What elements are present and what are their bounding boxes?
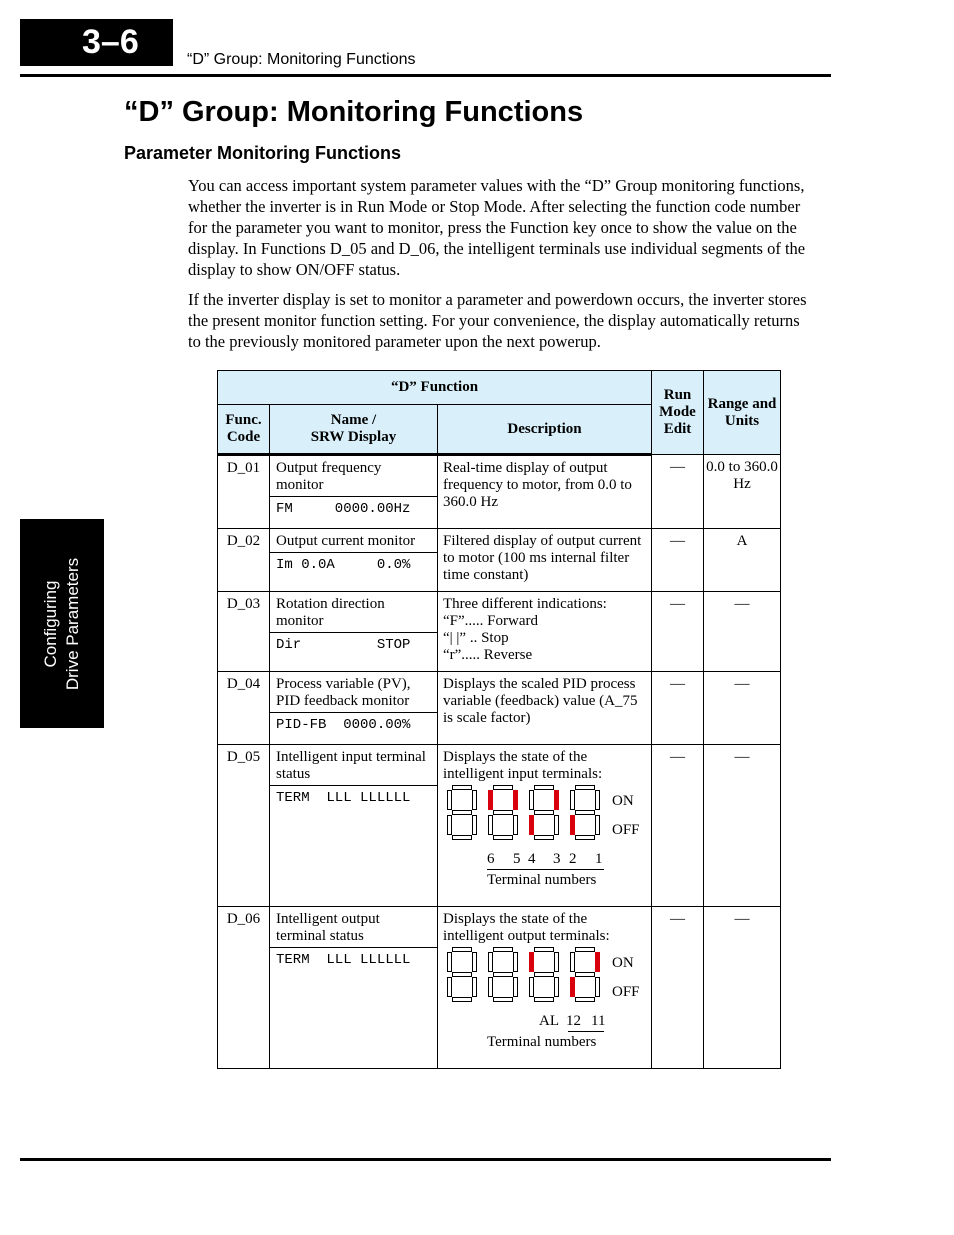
off-label: OFF: [612, 984, 640, 1000]
name-cell: [270, 529, 438, 592]
segment: [554, 790, 559, 810]
terminal-caption: Terminal numbers: [487, 872, 597, 888]
range-units: A: [704, 529, 781, 592]
range-units: —: [704, 907, 781, 1069]
terminal-underline: [568, 1031, 604, 1032]
terminal-number: 12: [566, 1013, 581, 1029]
segment: [472, 977, 477, 997]
segment: [570, 790, 575, 810]
param-name: Output current monitor: [270, 529, 437, 553]
segment: [493, 972, 513, 977]
segment: [472, 815, 477, 835]
segment: [575, 997, 595, 1002]
segment: [488, 977, 493, 997]
page-title: “D” Group: Monitoring Functions: [124, 96, 584, 128]
on-label: ON: [612, 955, 634, 971]
terminal-number: 3: [553, 851, 561, 867]
segment: [570, 815, 575, 835]
side-tab-line2: Drive Parameters: [63, 557, 82, 690]
range-units: —: [704, 672, 781, 745]
description: [438, 592, 652, 672]
segment: [534, 785, 554, 790]
terminal-number: AL: [539, 1013, 559, 1029]
description: [438, 907, 652, 1069]
segment: [452, 785, 472, 790]
param-name: Output frequency monitor: [270, 456, 437, 497]
segment: [554, 815, 559, 835]
segment: [447, 977, 452, 997]
segment: [513, 977, 518, 997]
srw-display: FM 0000.00Hz: [276, 501, 411, 517]
segment: [488, 790, 493, 810]
output-terminal-segments: [443, 945, 643, 1055]
segment: [529, 977, 534, 997]
param-name: Intelligent output terminal status: [270, 907, 437, 948]
table-row: [218, 672, 781, 745]
segment: [595, 952, 600, 972]
header-rule: [20, 74, 831, 77]
terminal-underline: [487, 869, 604, 870]
segment: [493, 997, 513, 1002]
segment: [513, 815, 518, 835]
param-name: Process variable (PV), PID feedback monitor: [270, 672, 437, 713]
terminal-number: 11: [591, 1013, 606, 1029]
range-units: —: [704, 592, 781, 672]
param-name: Rotation direction monitor: [270, 592, 437, 633]
segment: [452, 810, 472, 815]
srw-display: PID-FB 0000.00%: [276, 717, 411, 733]
name-cell: [270, 907, 438, 1069]
col-name-line2: SRW Display: [310, 429, 397, 445]
segment: [575, 785, 595, 790]
input-terminal-segments: [443, 783, 643, 893]
segment: [570, 977, 575, 997]
segment: [447, 815, 452, 835]
segment: [452, 835, 472, 840]
srw-display: TERM LLL LLLLLL: [276, 952, 411, 968]
func-code: D_05: [218, 745, 270, 907]
col-run-mode: Run Mode Edit: [652, 371, 704, 455]
side-tab-text: [40, 557, 84, 689]
segment: [570, 952, 575, 972]
table-row: [218, 592, 781, 672]
page-number: 3–6: [20, 19, 173, 66]
segment: [534, 835, 554, 840]
segment: [575, 972, 595, 977]
segment: [575, 810, 595, 815]
segment: [452, 997, 472, 1002]
desc-line: “r”..... Reverse: [443, 647, 533, 663]
segment: [534, 972, 554, 977]
section-title: Parameter Monitoring Functions: [124, 143, 402, 163]
segment: [447, 952, 452, 972]
segment: [447, 790, 452, 810]
side-tab: [20, 519, 104, 728]
table-row: [218, 529, 781, 592]
group-header: “D” Function: [218, 371, 652, 405]
table-row: [218, 455, 781, 529]
terminal-number: 2: [569, 851, 577, 867]
segment: [452, 972, 472, 977]
segment: [493, 947, 513, 952]
on-label: ON: [612, 793, 634, 809]
segment: [554, 952, 559, 972]
terminal-number: 1: [595, 851, 603, 867]
segment: [595, 815, 600, 835]
segment: [472, 952, 477, 972]
desc-line: “| |” .. Stop: [443, 630, 509, 646]
segment: [529, 952, 534, 972]
func-code: D_04: [218, 672, 270, 745]
segment: [513, 790, 518, 810]
description: Filtered display of output current to motor (100 ms internal filter time constant): [438, 529, 652, 592]
run-mode-edit: —: [652, 592, 704, 672]
segment: [488, 815, 493, 835]
table-row: [218, 745, 781, 907]
segment: [529, 790, 534, 810]
run-mode-edit: —: [652, 907, 704, 1069]
desc-line: Three different indications:: [443, 596, 607, 612]
run-mode-edit: —: [652, 745, 704, 907]
col-range: Range and Units: [704, 371, 781, 455]
description: [438, 745, 652, 907]
footer-rule: [20, 1158, 831, 1161]
segment: [554, 977, 559, 997]
intro-paragraph: You can access important system parameter values with the “D” Group monitoring functions, whether the inverter is in Run Mode or Stop Mode. After selecting the function code number for the parameter you want to monitor, press the Function key once to show the value on the display. In Functions D_05 and D_06, the intelligent terminals use individual segments of the display to show ON/OFF status.: [188, 176, 806, 279]
off-label: OFF: [612, 822, 640, 838]
segment: [529, 815, 534, 835]
func-code: D_06: [218, 907, 270, 1069]
col-name-line1: Name /: [330, 412, 377, 428]
side-tab-line1: Configuring: [41, 580, 60, 667]
segment: [488, 952, 493, 972]
func-code: D_01: [218, 455, 270, 529]
desc-line: “F”..... Forward: [443, 613, 538, 629]
col-name: [270, 405, 438, 455]
segment: [472, 790, 477, 810]
segment: [452, 947, 472, 952]
table-row: [218, 907, 781, 1069]
segment: [513, 952, 518, 972]
name-cell: [270, 455, 438, 529]
description: Displays the scaled PID process variable (feedback) value (A_75 is scale factor): [438, 672, 652, 745]
segment: [534, 810, 554, 815]
srw-display: TERM LLL LLLLLL: [276, 790, 411, 806]
desc-text: Displays the state of the intelligent output terminals:: [443, 911, 610, 944]
running-header: “D” Group: Monitoring Functions: [187, 51, 416, 68]
range-units: —: [704, 745, 781, 907]
segment: [595, 790, 600, 810]
terminal-number: 6: [487, 851, 495, 867]
segment: [575, 835, 595, 840]
range-units: 0.0 to 360.0 Hz: [704, 455, 781, 529]
terminal-number: 5: [513, 851, 521, 867]
col-description: Description: [438, 405, 652, 455]
description: Real-time display of output frequency to motor, from 0.0 to 360.0 Hz: [438, 455, 652, 529]
srw-display: Im 0.0A 0.0%: [276, 557, 411, 573]
segment: [493, 810, 513, 815]
name-cell: [270, 592, 438, 672]
run-mode-edit: —: [652, 672, 704, 745]
powerdown-paragraph: If the inverter display is set to monitor a parameter and powerdown occurs, the inverter stores the present monitor function setting. For your convenience, the display automatically returns to the previously monitored parameter upon the next powerup.: [188, 290, 807, 351]
segment: [493, 835, 513, 840]
name-cell: [270, 745, 438, 907]
segment: [575, 947, 595, 952]
desc-text: Displays the state of the intelligent input terminals:: [443, 749, 603, 782]
srw-display: Dir STOP: [276, 637, 411, 653]
func-code: D_03: [218, 592, 270, 672]
col-func-code: Func. Code: [218, 405, 270, 455]
run-mode-edit: —: [652, 455, 704, 529]
segment: [534, 947, 554, 952]
d-function-table: [217, 370, 781, 1069]
terminal-number: 4: [528, 851, 536, 867]
terminal-caption: Terminal numbers: [487, 1034, 597, 1050]
segment: [595, 977, 600, 997]
segment: [534, 997, 554, 1002]
run-mode-edit: —: [652, 529, 704, 592]
param-name: Intelligent input terminal status: [270, 745, 437, 786]
func-code: D_02: [218, 529, 270, 592]
name-cell: [270, 672, 438, 745]
segment: [493, 785, 513, 790]
